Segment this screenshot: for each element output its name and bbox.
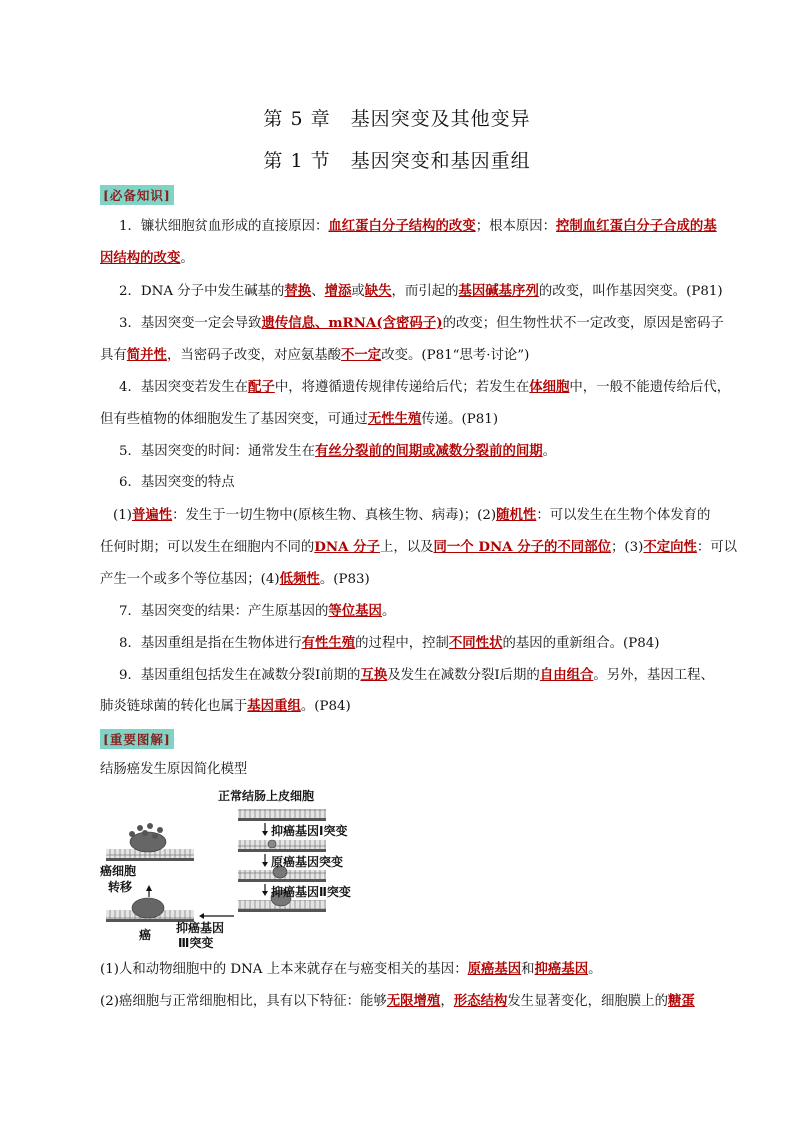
up-arrow (146, 885, 152, 897)
item-1-line-2: 因结构的改变。 (100, 250, 194, 266)
item-2: 2．DNA 分子中发生碱基的替换、增添或缺失，而引起的基因碱基序列的改变，叫作基因突变。(P81) (119, 283, 723, 299)
epithelium-row-2 (238, 840, 326, 852)
diagram-label-metastasis-1: 癌细胞 (100, 864, 137, 878)
item-6-line-2: 任何时期；可以发生在细胞内不同的DNA 分子上，以及同一个 DNA 分子的不同部位；(3)不定向性：可以 (100, 539, 738, 555)
epithelium-row-1 (238, 809, 326, 821)
model-title: 结肠癌发生原因简化模型 (100, 762, 248, 777)
diagram-label-step4-line1: 抑癌基因 (176, 921, 225, 935)
section-title: 第 1 节 基因突变和基因重组 (263, 150, 531, 172)
diagram-label-step4-line2: Ⅲ突变 (178, 936, 214, 950)
diagram-label-cancer: 癌 (139, 928, 152, 942)
epithelium-row-metastasis (106, 823, 194, 861)
item-1-line-1: 1．镰状细胞贫血形成的直接原因：血红蛋白分子结构的改变；根本原因：控制血红蛋白分子合成的基 (119, 218, 717, 234)
down-arrow-2 (262, 854, 268, 867)
down-arrow-1 (262, 823, 268, 836)
diagram-label-step1: 抑癌基因Ⅰ突变 (271, 824, 348, 838)
item-6: 6．基因突变的特点 (119, 475, 235, 490)
after-line-2: (2)癌细胞与正常细胞相比，具有以下特征：能够无限增殖，形态结构发生显著变化，细胞膜上的糖蛋 (100, 993, 695, 1009)
item-4-line-2: 但有些植物的体细胞发生了基因突变，可通过无性生殖传递。(P81) (100, 411, 499, 427)
diagram-label-step2: 原癌基因突变 (271, 855, 344, 869)
item-6-line-1: (1)普遍性：发生于一切生物中(原核生物、真核生物、病毒)；(2)随机性：可以发生在生物个体发育的 (113, 507, 711, 523)
tag-diagram: [重要图解] (100, 729, 174, 749)
after-line-1: (1)人和动物细胞中的 DNA 上本来就存在与癌变相关的基因：原癌基因和抑癌基因。 (100, 961, 602, 977)
chapter-title: 第 5 章 基因突变及其他变异 (263, 108, 531, 130)
down-arrow-3 (262, 884, 268, 896)
item-3-line-1: 3．基因突变一定会导致遗传信息、mRNA(含密码子)的改变；但生物性状不一定改变，原因是密码子 (119, 315, 724, 331)
item-7: 7．基因突变的结果：产生原基因的等位基因。 (119, 603, 396, 619)
item-8: 8．基因重组是指在生物体进行有性生殖的过程中，控制不同性状的基因的重新组合。(P84) (119, 635, 660, 651)
item-6-line-3: 产生一个或多个等位基因；(4)低频性。(P83) (100, 571, 370, 587)
item-3-line-2: 具有简并性，当密码子改变，对应氨基酸不一定改变。(P81“思考·讨论”) (100, 347, 530, 363)
diagram-label-metastasis-2: 转移 (108, 880, 133, 894)
item-9-line-1: 9．基因重组包括发生在减数分裂Ⅰ前期的互换及发生在减数分裂Ⅰ后期的自由组合。另外，基因工程、 (119, 667, 714, 683)
diagram-label-step3: 抑癌基因Ⅱ突变 (271, 885, 351, 899)
item-4-line-1: 4．基因突变若发生在配子中，将遵循遗传规律传递给后代；若发生在体细胞中，一般不能遗传给后代， (119, 379, 731, 395)
diagram-label-normal: 正常结肠上皮细胞 (218, 789, 315, 803)
tag-knowledge: [必备知识] (100, 185, 174, 205)
item-5: 5．基因突变的时间：通常发生在有丝分裂前的间期或减数分裂前的间期。 (119, 443, 557, 459)
item-9-line-2: 肺炎链球菌的转化也属于基因重组。(P84) (100, 698, 351, 714)
